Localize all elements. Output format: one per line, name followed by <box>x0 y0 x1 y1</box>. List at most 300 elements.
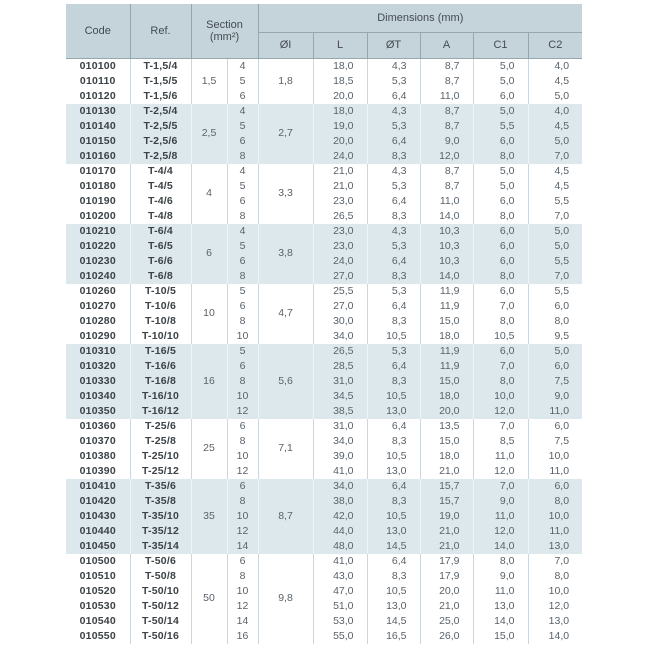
c2-dimension-cell: 13,0 <box>528 614 582 629</box>
ref-cell: T-4/6 <box>130 194 191 209</box>
c1-dimension-cell: 5,0 <box>473 179 528 194</box>
a-dimension-cell: 10,3 <box>420 254 473 269</box>
outer-diameter-cell: 8,3 <box>367 149 420 164</box>
c1-dimension-cell: 8,0 <box>473 209 528 224</box>
table-row <box>66 179 582 194</box>
ref-cell: T-50/16 <box>130 629 191 644</box>
code-cell: 010200 <box>66 209 130 224</box>
c1-dimension-cell: 14,0 <box>473 614 528 629</box>
size-cell: 8 <box>227 569 258 584</box>
c1-dimension-cell: 10,5 <box>473 329 528 344</box>
outer-diameter-cell: 10,5 <box>367 584 420 599</box>
size-cell: 6 <box>227 299 258 314</box>
table-row <box>66 194 582 209</box>
length-cell: 28,5 <box>313 359 367 374</box>
inner-diameter-cell: 5,6 <box>258 344 313 419</box>
code-cell: 010260 <box>66 284 130 299</box>
code-cell: 010210 <box>66 224 130 239</box>
section-cell: 4 <box>191 164 227 224</box>
c1-dimension-cell: 6,0 <box>473 344 528 359</box>
ref-cell: T-50/12 <box>130 599 191 614</box>
table-row <box>66 509 582 524</box>
c2-dimension-cell: 4,5 <box>528 119 582 134</box>
table-row <box>66 239 582 254</box>
code-cell: 010410 <box>66 479 130 494</box>
ref-cell: T-16/5 <box>130 344 191 359</box>
ref-cell: T-10/10 <box>130 329 191 344</box>
c1-dimension-cell: 11,0 <box>473 509 528 524</box>
code-cell: 010190 <box>66 194 130 209</box>
c2-dimension-cell: 8,0 <box>528 569 582 584</box>
code-cell: 010450 <box>66 539 130 554</box>
table-row <box>66 539 582 554</box>
outer-diameter-cell: 5,3 <box>367 284 420 299</box>
c2-dimension-cell: 7,5 <box>528 434 582 449</box>
length-cell: 26,5 <box>313 209 367 224</box>
outer-diameter-cell: 13,0 <box>367 524 420 539</box>
size-cell: 10 <box>227 389 258 404</box>
ref-cell: T-25/10 <box>130 449 191 464</box>
c2-dimension-cell: 7,0 <box>528 554 582 569</box>
c1-dimension-cell: 5,5 <box>473 119 528 134</box>
ref-cell: T-25/12 <box>130 464 191 479</box>
a-dimension-cell: 21,0 <box>420 539 473 554</box>
code-cell: 010350 <box>66 404 130 419</box>
c1-dimension-cell: 10,0 <box>473 389 528 404</box>
length-cell: 47,0 <box>313 584 367 599</box>
outer-diameter-cell: 8,3 <box>367 434 420 449</box>
inner-diameter-cell: 2,7 <box>258 104 313 164</box>
c2-dimension-cell: 10,0 <box>528 509 582 524</box>
c1-dimension-cell: 9,0 <box>473 569 528 584</box>
c2-dimension-cell: 9,0 <box>528 389 582 404</box>
outer-diameter-cell: 6,4 <box>367 299 420 314</box>
col-header-inner-diameter: ØI <box>258 32 313 58</box>
col-header-code: Code <box>66 4 130 58</box>
size-cell: 8 <box>227 269 258 284</box>
col-header-c1: C1 <box>473 32 528 58</box>
table-row <box>66 224 582 239</box>
table-row <box>66 149 582 164</box>
size-cell: 12 <box>227 464 258 479</box>
code-cell: 010390 <box>66 464 130 479</box>
terminal-dimensions-table <box>66 4 582 644</box>
length-cell: 20,0 <box>313 89 367 104</box>
outer-diameter-cell: 6,4 <box>367 359 420 374</box>
code-cell: 010240 <box>66 269 130 284</box>
section-cell: 2,5 <box>191 104 227 164</box>
code-cell: 010270 <box>66 299 130 314</box>
ref-cell: T-1,5/4 <box>130 58 191 74</box>
size-cell: 5 <box>227 284 258 299</box>
section-label-line2: (mm²) <box>209 30 240 43</box>
size-cell: 5 <box>227 179 258 194</box>
table-row <box>66 104 582 119</box>
length-cell: 21,0 <box>313 179 367 194</box>
length-cell: 24,0 <box>313 149 367 164</box>
c2-dimension-cell: 5,0 <box>528 224 582 239</box>
table-row <box>66 479 582 494</box>
a-dimension-cell: 11,0 <box>420 194 473 209</box>
c1-dimension-cell: 8,0 <box>473 149 528 164</box>
c1-dimension-cell: 7,0 <box>473 299 528 314</box>
ref-cell: T-35/6 <box>130 479 191 494</box>
table-row <box>66 374 582 389</box>
ref-cell: T-35/10 <box>130 509 191 524</box>
c2-dimension-cell: 8,0 <box>528 494 582 509</box>
code-cell: 010360 <box>66 419 130 434</box>
size-cell: 10 <box>227 509 258 524</box>
ref-cell: T-50/8 <box>130 569 191 584</box>
ref-cell: T-1,5/5 <box>130 74 191 89</box>
size-cell: 14 <box>227 539 258 554</box>
section-cell: 50 <box>191 554 227 644</box>
ref-cell: T-6/4 <box>130 224 191 239</box>
size-cell: 6 <box>227 419 258 434</box>
length-cell: 39,0 <box>313 449 367 464</box>
outer-diameter-cell: 4,3 <box>367 104 420 119</box>
a-dimension-cell: 25,0 <box>420 614 473 629</box>
c2-dimension-cell: 6,0 <box>528 419 582 434</box>
outer-diameter-cell: 10,5 <box>367 509 420 524</box>
outer-diameter-cell: 6,4 <box>367 134 420 149</box>
table-row <box>66 614 582 629</box>
length-cell: 23,0 <box>313 194 367 209</box>
ref-cell: T-1,5/6 <box>130 89 191 104</box>
inner-diameter-cell: 7,1 <box>258 419 313 479</box>
ref-cell: T-35/14 <box>130 539 191 554</box>
table-row <box>66 119 582 134</box>
length-cell: 55,0 <box>313 629 367 644</box>
ref-cell: T-10/8 <box>130 314 191 329</box>
code-cell: 010160 <box>66 149 130 164</box>
outer-diameter-cell: 6,4 <box>367 419 420 434</box>
c1-dimension-cell: 12,0 <box>473 524 528 539</box>
length-cell: 18,0 <box>313 104 367 119</box>
a-dimension-cell: 10,3 <box>420 239 473 254</box>
c1-dimension-cell: 11,0 <box>473 584 528 599</box>
c2-dimension-cell: 4,5 <box>528 164 582 179</box>
size-cell: 4 <box>227 224 258 239</box>
c2-dimension-cell: 7,0 <box>528 269 582 284</box>
inner-diameter-cell: 9,8 <box>258 554 313 644</box>
code-cell: 010370 <box>66 434 130 449</box>
c1-dimension-cell: 14,0 <box>473 539 528 554</box>
section-cell: 25 <box>191 419 227 479</box>
a-dimension-cell: 10,3 <box>420 224 473 239</box>
code-cell: 010310 <box>66 344 130 359</box>
a-dimension-cell: 8,7 <box>420 179 473 194</box>
section-cell: 6 <box>191 224 227 284</box>
c1-dimension-cell: 5,0 <box>473 104 528 119</box>
size-cell: 5 <box>227 74 258 89</box>
length-cell: 34,0 <box>313 434 367 449</box>
a-dimension-cell: 15,7 <box>420 494 473 509</box>
table-row <box>66 344 582 359</box>
a-dimension-cell: 21,0 <box>420 524 473 539</box>
a-dimension-cell: 8,7 <box>420 58 473 74</box>
ref-cell: T-16/6 <box>130 359 191 374</box>
table-row <box>66 464 582 479</box>
outer-diameter-cell: 5,3 <box>367 239 420 254</box>
length-cell: 23,0 <box>313 239 367 254</box>
c2-dimension-cell: 4,0 <box>528 58 582 74</box>
code-cell: 010290 <box>66 329 130 344</box>
ref-cell: T-2,5/6 <box>130 134 191 149</box>
a-dimension-cell: 15,0 <box>420 434 473 449</box>
table-row <box>66 569 582 584</box>
c2-dimension-cell: 6,0 <box>528 299 582 314</box>
size-cell: 8 <box>227 149 258 164</box>
a-dimension-cell: 19,0 <box>420 509 473 524</box>
table-row <box>66 254 582 269</box>
size-cell: 8 <box>227 494 258 509</box>
code-cell: 010280 <box>66 314 130 329</box>
outer-diameter-cell: 8,3 <box>367 569 420 584</box>
c2-dimension-cell: 11,0 <box>528 524 582 539</box>
length-cell: 18,0 <box>313 58 367 74</box>
code-cell: 010320 <box>66 359 130 374</box>
length-cell: 20,0 <box>313 134 367 149</box>
c2-dimension-cell: 10,0 <box>528 449 582 464</box>
a-dimension-cell: 11,9 <box>420 299 473 314</box>
ref-cell: T-4/8 <box>130 209 191 224</box>
table-row <box>66 284 582 299</box>
table-row <box>66 494 582 509</box>
col-header-outer-diameter: ØT <box>367 32 420 58</box>
ref-cell: T-35/8 <box>130 494 191 509</box>
inner-diameter-cell: 3,3 <box>258 164 313 224</box>
a-dimension-cell: 17,9 <box>420 569 473 584</box>
ref-cell: T-6/5 <box>130 239 191 254</box>
section-cell: 35 <box>191 479 227 554</box>
ref-cell: T-25/8 <box>130 434 191 449</box>
c2-dimension-cell: 5,5 <box>528 284 582 299</box>
table-row <box>66 629 582 644</box>
size-cell: 4 <box>227 58 258 74</box>
ref-cell: T-50/10 <box>130 584 191 599</box>
ref-cell: T-16/8 <box>130 374 191 389</box>
ref-cell: T-35/12 <box>130 524 191 539</box>
header-row-top <box>66 4 582 32</box>
outer-diameter-cell: 4,3 <box>367 164 420 179</box>
size-cell: 5 <box>227 239 258 254</box>
outer-diameter-cell: 6,4 <box>367 89 420 104</box>
a-dimension-cell: 18,0 <box>420 329 473 344</box>
c2-dimension-cell: 8,0 <box>528 314 582 329</box>
ref-cell: T-50/6 <box>130 554 191 569</box>
c1-dimension-cell: 8,0 <box>473 269 528 284</box>
code-cell: 010140 <box>66 119 130 134</box>
c2-dimension-cell: 11,0 <box>528 464 582 479</box>
col-header-ref: Ref. <box>130 4 191 58</box>
length-cell: 43,0 <box>313 569 367 584</box>
code-cell: 010380 <box>66 449 130 464</box>
table-row <box>66 404 582 419</box>
size-cell: 14 <box>227 614 258 629</box>
table-row <box>66 419 582 434</box>
c1-dimension-cell: 7,0 <box>473 359 528 374</box>
a-dimension-cell: 13,5 <box>420 419 473 434</box>
outer-diameter-cell: 5,3 <box>367 119 420 134</box>
code-cell: 010340 <box>66 389 130 404</box>
length-cell: 31,0 <box>313 374 367 389</box>
size-cell: 6 <box>227 254 258 269</box>
size-cell: 8 <box>227 374 258 389</box>
size-cell: 6 <box>227 554 258 569</box>
size-cell: 6 <box>227 359 258 374</box>
table-body <box>66 58 582 644</box>
code-cell: 010170 <box>66 164 130 179</box>
size-cell: 12 <box>227 404 258 419</box>
outer-diameter-cell: 6,4 <box>367 554 420 569</box>
length-cell: 53,0 <box>313 614 367 629</box>
code-cell: 010220 <box>66 239 130 254</box>
ref-cell: T-2,5/4 <box>130 104 191 119</box>
section-cell: 16 <box>191 344 227 419</box>
inner-diameter-cell: 8,7 <box>258 479 313 554</box>
c2-dimension-cell: 7,0 <box>528 149 582 164</box>
code-cell: 010520 <box>66 584 130 599</box>
a-dimension-cell: 8,7 <box>420 164 473 179</box>
c1-dimension-cell: 6,0 <box>473 194 528 209</box>
outer-diameter-cell: 16,5 <box>367 629 420 644</box>
col-header-c2: C2 <box>528 32 582 58</box>
outer-diameter-cell: 8,3 <box>367 314 420 329</box>
ref-cell: T-16/10 <box>130 389 191 404</box>
c1-dimension-cell: 6,0 <box>473 134 528 149</box>
length-cell: 19,0 <box>313 119 367 134</box>
c2-dimension-cell: 7,5 <box>528 374 582 389</box>
outer-diameter-cell: 4,3 <box>367 224 420 239</box>
size-cell: 6 <box>227 194 258 209</box>
code-cell: 010110 <box>66 74 130 89</box>
c2-dimension-cell: 6,0 <box>528 359 582 374</box>
length-cell: 41,0 <box>313 554 367 569</box>
size-cell: 6 <box>227 479 258 494</box>
a-dimension-cell: 8,7 <box>420 104 473 119</box>
ref-cell: T-2,5/5 <box>130 119 191 134</box>
size-cell: 4 <box>227 164 258 179</box>
code-cell: 010120 <box>66 89 130 104</box>
size-cell: 8 <box>227 209 258 224</box>
size-cell: 16 <box>227 629 258 644</box>
outer-diameter-cell: 5,3 <box>367 344 420 359</box>
inner-diameter-cell: 3,8 <box>258 224 313 284</box>
c2-dimension-cell: 5,5 <box>528 194 582 209</box>
size-cell: 8 <box>227 434 258 449</box>
length-cell: 34,0 <box>313 329 367 344</box>
inner-diameter-cell: 1,8 <box>258 58 313 104</box>
size-cell: 10 <box>227 584 258 599</box>
c2-dimension-cell: 12,0 <box>528 599 582 614</box>
a-dimension-cell: 15,7 <box>420 479 473 494</box>
c2-dimension-cell: 4,5 <box>528 179 582 194</box>
length-cell: 48,0 <box>313 539 367 554</box>
c1-dimension-cell: 5,0 <box>473 58 528 74</box>
a-dimension-cell: 11,9 <box>420 359 473 374</box>
c1-dimension-cell: 6,0 <box>473 224 528 239</box>
size-cell: 5 <box>227 119 258 134</box>
c2-dimension-cell: 7,0 <box>528 209 582 224</box>
length-cell: 38,0 <box>313 494 367 509</box>
code-cell: 010230 <box>66 254 130 269</box>
c1-dimension-cell: 5,0 <box>473 164 528 179</box>
length-cell: 30,0 <box>313 314 367 329</box>
a-dimension-cell: 14,0 <box>420 209 473 224</box>
code-cell: 010130 <box>66 104 130 119</box>
inner-diameter-cell: 4,7 <box>258 284 313 344</box>
outer-diameter-cell: 14,5 <box>367 614 420 629</box>
code-cell: 010420 <box>66 494 130 509</box>
c1-dimension-cell: 15,0 <box>473 629 528 644</box>
outer-diameter-cell: 8,3 <box>367 374 420 389</box>
outer-diameter-cell: 5,3 <box>367 179 420 194</box>
c1-dimension-cell: 9,0 <box>473 494 528 509</box>
code-cell: 010430 <box>66 509 130 524</box>
table-row <box>66 584 582 599</box>
a-dimension-cell: 21,0 <box>420 464 473 479</box>
outer-diameter-cell: 13,0 <box>367 404 420 419</box>
c1-dimension-cell: 12,0 <box>473 464 528 479</box>
a-dimension-cell: 12,0 <box>420 149 473 164</box>
size-cell: 8 <box>227 314 258 329</box>
c2-dimension-cell: 5,0 <box>528 239 582 254</box>
size-cell: 10 <box>227 449 258 464</box>
c2-dimension-cell: 14,0 <box>528 629 582 644</box>
c1-dimension-cell: 6,0 <box>473 284 528 299</box>
c2-dimension-cell: 4,0 <box>528 104 582 119</box>
a-dimension-cell: 14,0 <box>420 269 473 284</box>
col-header-section <box>191 4 258 58</box>
c1-dimension-cell: 8,5 <box>473 434 528 449</box>
outer-diameter-cell: 5,3 <box>367 74 420 89</box>
table-row <box>66 434 582 449</box>
outer-diameter-cell: 10,5 <box>367 449 420 464</box>
length-cell: 25,5 <box>313 284 367 299</box>
length-cell: 18,5 <box>313 74 367 89</box>
size-cell: 6 <box>227 134 258 149</box>
a-dimension-cell: 20,0 <box>420 404 473 419</box>
a-dimension-cell: 26,0 <box>420 629 473 644</box>
code-cell: 010550 <box>66 629 130 644</box>
table-row <box>66 269 582 284</box>
size-cell: 6 <box>227 89 258 104</box>
table-row <box>66 554 582 569</box>
outer-diameter-cell: 6,4 <box>367 194 420 209</box>
length-cell: 27,0 <box>313 299 367 314</box>
length-cell: 44,0 <box>313 524 367 539</box>
c1-dimension-cell: 6,0 <box>473 254 528 269</box>
ref-cell: T-50/14 <box>130 614 191 629</box>
table-row <box>66 164 582 179</box>
a-dimension-cell: 11,0 <box>420 89 473 104</box>
outer-diameter-cell: 8,3 <box>367 269 420 284</box>
c1-dimension-cell: 8,0 <box>473 554 528 569</box>
a-dimension-cell: 21,0 <box>420 599 473 614</box>
code-cell: 010540 <box>66 614 130 629</box>
c1-dimension-cell: 6,0 <box>473 239 528 254</box>
size-cell: 12 <box>227 524 258 539</box>
c1-dimension-cell: 8,0 <box>473 314 528 329</box>
ref-cell: T-6/8 <box>130 269 191 284</box>
code-cell: 010440 <box>66 524 130 539</box>
table-row <box>66 58 582 74</box>
size-cell: 5 <box>227 344 258 359</box>
table-row <box>66 314 582 329</box>
c1-dimension-cell: 13,0 <box>473 599 528 614</box>
c1-dimension-cell: 7,0 <box>473 419 528 434</box>
